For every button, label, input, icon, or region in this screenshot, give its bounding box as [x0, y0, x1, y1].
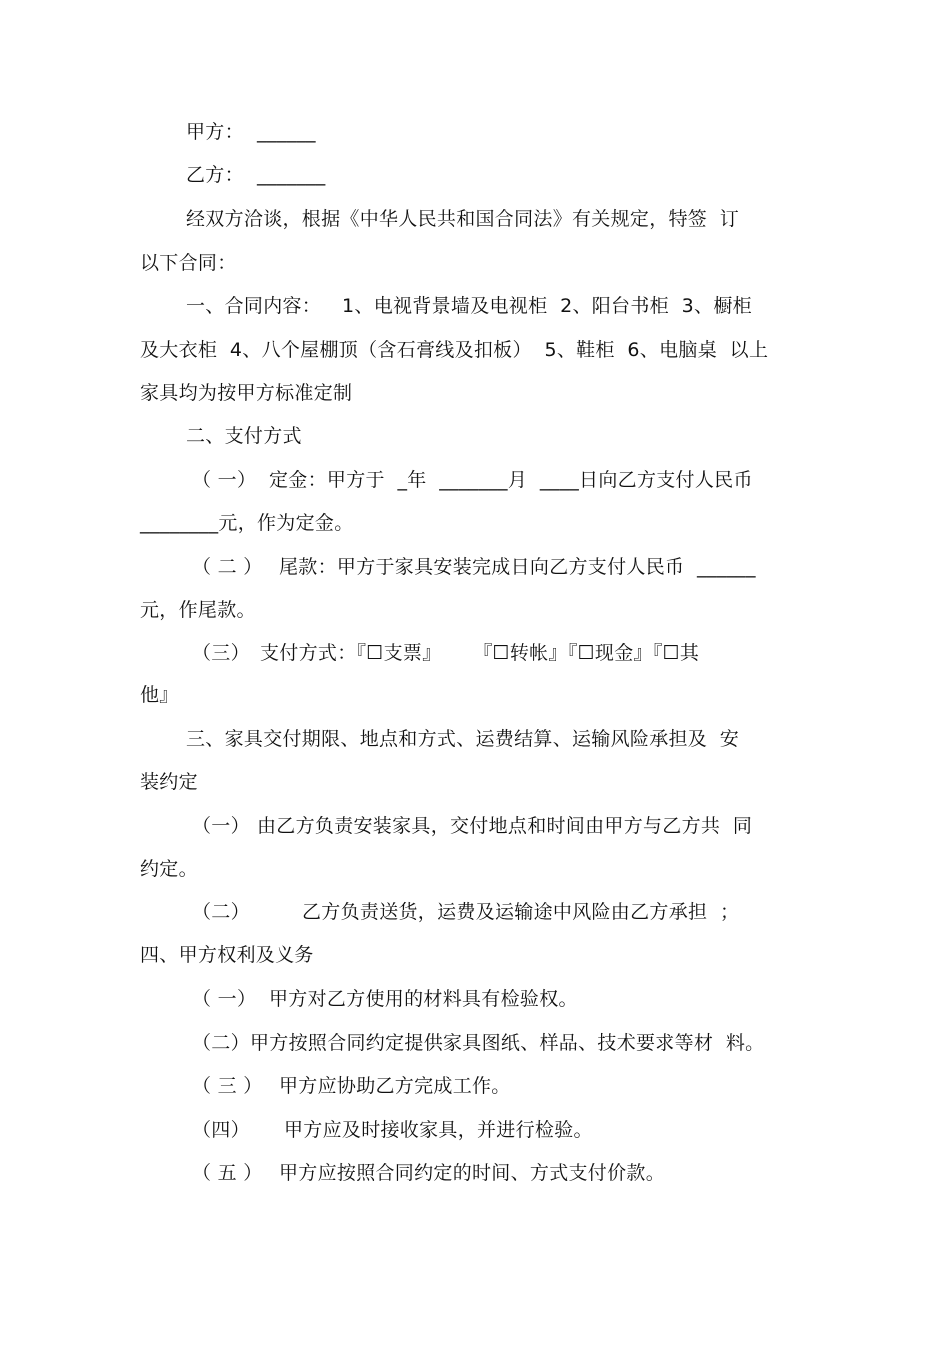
- section-2-heading-line: [0, 421, 950, 451]
- s3-item-2-text-1: 乙方负责送货，运费及运输途中风险由乙方承担 ；: [302, 901, 740, 923]
- section-4-heading-line: [0, 940, 950, 970]
- s2-item-3-line-1: [0, 638, 950, 668]
- s4-item-5: [0, 1158, 950, 1188]
- section-1-heading: 一、合同内容：: [186, 295, 322, 317]
- s2-item-3-text-2: 他』: [140, 684, 179, 706]
- s4-item-2-text: 甲方按照合同约定提供家具图纸、样品、技术要求等材 料。: [250, 1032, 765, 1054]
- s2-item-3-text-1: 支付方式：『☐支票』 『☐转帐』『☐现金』『☐其: [260, 642, 700, 664]
- s3-item-1-mark: （一）: [192, 815, 250, 837]
- section-2-heading: 二、支付方式: [186, 425, 302, 447]
- s2-item-2-line-1: [0, 552, 950, 582]
- s4-item-1-text: 甲方对乙方使用的材料具有检验权。: [269, 988, 578, 1010]
- section-1-items-3: 家具均为按甲方标准定制: [140, 382, 353, 404]
- s4-item-1: [0, 984, 950, 1014]
- party-b-line: [0, 160, 950, 190]
- s3-item-1-line-2: [0, 854, 950, 884]
- section-1-items-1: 1、电视背景墙及电视柜 2、阳台书柜 3、橱柜: [342, 295, 752, 317]
- s2-item-2-text-2: 元，作尾款。: [140, 599, 256, 621]
- party-b-label: 乙方：: [186, 164, 244, 186]
- section-1-items-2: 及大衣柜 4、八个屋棚顶（含石膏线及扣板） 5、鞋柜 6、电脑桌 以上: [140, 339, 769, 361]
- s2-item-1-line-1: [0, 465, 950, 495]
- s2-item-2-text-1: 尾款：甲方于家具安装完成日向乙方支付人民币 ______: [279, 556, 756, 578]
- intro-text-1: 经双方洽谈，根据《中华人民共和国合同法》有关规定，特签 订: [186, 208, 740, 230]
- s4-item-1-mark: （ 一）: [192, 988, 257, 1010]
- s4-item-4-mark: （四）: [192, 1119, 250, 1141]
- s4-item-2-mark: （二）: [192, 1032, 250, 1054]
- intro-line-2: [0, 248, 950, 278]
- section-3-heading-1: 三、家具交付期限、地点和方式、运费结算、运输风险承担及 安: [186, 728, 740, 750]
- section-3-heading-line-1: [0, 724, 950, 754]
- s4-item-3-text: 甲方应协助乙方完成工作。: [279, 1075, 511, 1097]
- s4-item-2: [0, 1028, 950, 1058]
- intro-line-1: [0, 204, 950, 234]
- party-a-blank: ______: [257, 121, 316, 143]
- section-3-heading-line-2: [0, 767, 950, 797]
- section-1-line-2: [0, 335, 950, 365]
- s2-item-2-line-2: [0, 595, 950, 625]
- section-3-heading-2: 装约定: [140, 771, 198, 793]
- s2-item-1-mark: （ 一）: [192, 469, 257, 491]
- section-1-line-1: [0, 291, 950, 321]
- section-1-line-3: [0, 378, 950, 408]
- s4-item-3: [0, 1071, 950, 1101]
- section-4-heading: 四、甲方权利及义务: [140, 944, 314, 966]
- s4-item-5-text: 甲方应按照合同约定的时间、方式支付价款。: [279, 1162, 666, 1184]
- s4-item-3-mark: （ 三 ）: [192, 1075, 263, 1097]
- s3-item-1-text-2: 约定。: [140, 858, 198, 880]
- s3-item-1-line-1: [0, 811, 950, 841]
- s4-item-4: [0, 1115, 950, 1145]
- s4-item-5-mark: （ 五 ）: [192, 1162, 263, 1184]
- s4-item-4-text: 甲方应及时接收家具，并进行检验。: [284, 1119, 593, 1141]
- party-a-label: 甲方：: [186, 121, 244, 143]
- s2-item-1-text-1: 定金：甲方于 _年 _______月 ____日向乙方支付人民币: [269, 469, 753, 491]
- intro-text-2: 以下合同：: [140, 252, 237, 274]
- s2-item-3-line-2: [0, 680, 950, 710]
- s2-item-1-line-2: [0, 508, 950, 538]
- party-b-blank: _______: [257, 164, 326, 186]
- s3-item-1-text-1: 由乙方负责安装家具，交付地点和时间由甲方与乙方共 同: [257, 815, 753, 837]
- s2-item-2-mark: （ 二 ）: [192, 556, 263, 578]
- s3-item-2-line-1: [0, 897, 950, 927]
- s3-item-2-mark: （二）: [192, 901, 250, 923]
- s2-item-3-mark: （三）: [192, 642, 250, 664]
- party-a-line: [0, 117, 950, 147]
- s2-item-1-text-2: ________元，作为定金。: [140, 512, 354, 534]
